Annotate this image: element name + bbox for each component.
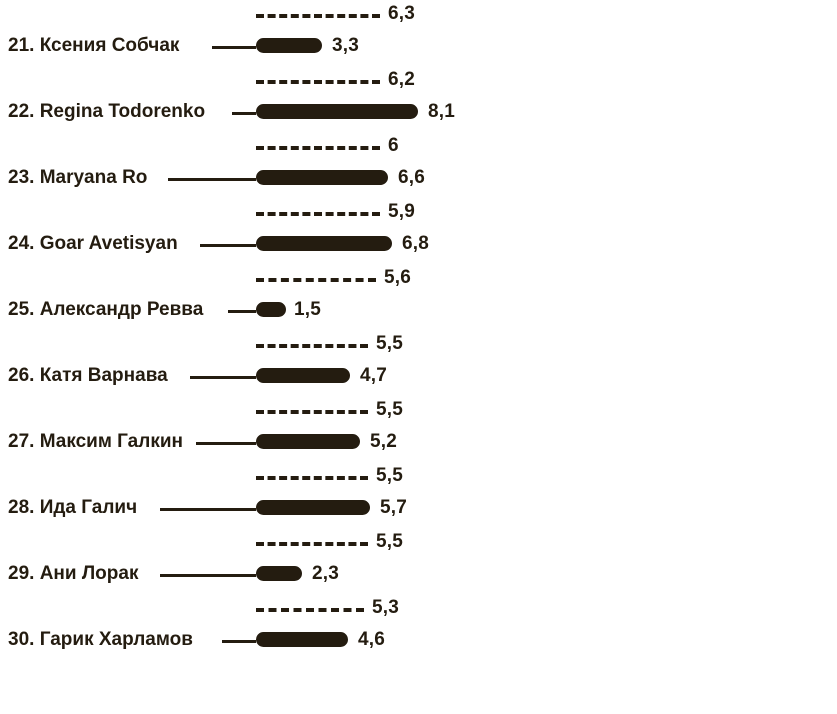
chart-row [0, 264, 837, 330]
previous-value-label: 5,3 [372, 597, 400, 618]
previous-value-label: 6 [388, 135, 399, 156]
category-label: 25. Александр Ревва [8, 299, 204, 320]
dashed-previous-bar [256, 146, 380, 150]
solid-current-bar [256, 566, 302, 581]
current-value-label: 6,8 [402, 233, 430, 254]
category-label: 21. Ксения Собчак [8, 35, 180, 56]
chart-row [0, 66, 837, 132]
dashed-previous-bar [256, 542, 368, 546]
chart-row [0, 0, 837, 66]
chart-row [0, 198, 837, 264]
category-label: 27. Максим Галкин [8, 431, 183, 452]
previous-value-label: 5,9 [388, 201, 416, 222]
solid-current-bar [256, 104, 418, 119]
solid-current-bar [256, 170, 388, 185]
label-connector-line [160, 574, 256, 577]
label-connector-line [200, 244, 256, 247]
chart-row [0, 330, 837, 396]
label-connector-line [228, 310, 256, 313]
previous-value-label: 5,5 [376, 531, 404, 552]
category-label: 24. Goar Avetisyan [8, 233, 178, 254]
current-value-label: 4,6 [358, 629, 386, 650]
previous-value-label: 5,5 [376, 465, 404, 486]
current-value-label: 5,2 [370, 431, 398, 452]
solid-current-bar [256, 236, 392, 251]
dashed-previous-bar [256, 278, 376, 282]
category-label: 30. Гарик Харламов [8, 629, 193, 650]
dashed-previous-bar [256, 14, 380, 18]
solid-current-bar [256, 368, 350, 383]
label-connector-line [222, 640, 256, 643]
solid-current-bar [256, 38, 322, 53]
chart-row [0, 396, 837, 462]
label-connector-line [160, 508, 256, 511]
dashed-previous-bar [256, 608, 364, 612]
solid-current-bar [256, 434, 360, 449]
dashed-previous-bar [256, 476, 368, 480]
current-value-label: 2,3 [312, 563, 340, 584]
current-value-label: 6,6 [398, 167, 426, 188]
current-value-label: 3,3 [332, 35, 360, 56]
current-value-label: 4,7 [360, 365, 388, 386]
category-label: 28. Ида Галич [8, 497, 138, 518]
current-value-label: 5,7 [380, 497, 408, 518]
previous-value-label: 5,6 [384, 267, 412, 288]
previous-value-label: 5,5 [376, 333, 404, 354]
solid-current-bar [256, 302, 286, 317]
solid-current-bar [256, 632, 348, 647]
label-connector-line [196, 442, 256, 445]
solid-current-bar [256, 500, 370, 515]
dashed-previous-bar [256, 410, 368, 414]
category-label: 29. Ани Лорак [8, 563, 139, 584]
current-value-label: 1,5 [294, 299, 322, 320]
previous-value-label: 6,3 [388, 3, 416, 24]
category-label: 23. Maryana Ro [8, 167, 148, 188]
category-label: 22. Regina Todorenko [8, 101, 206, 122]
label-connector-line [168, 178, 256, 181]
current-value-label: 8,1 [428, 101, 456, 122]
chart-row [0, 594, 837, 660]
label-connector-line [212, 46, 256, 49]
dashed-previous-bar [256, 344, 368, 348]
chart-row [0, 462, 837, 528]
dashed-previous-bar [256, 212, 380, 216]
previous-value-label: 5,5 [376, 399, 404, 420]
category-label: 26. Катя Варнава [8, 365, 168, 386]
previous-value-label: 6,2 [388, 69, 416, 90]
label-connector-line [232, 112, 256, 115]
chart-row [0, 132, 837, 198]
chart-row [0, 528, 837, 594]
label-connector-line [190, 376, 256, 379]
dashed-previous-bar [256, 80, 380, 84]
